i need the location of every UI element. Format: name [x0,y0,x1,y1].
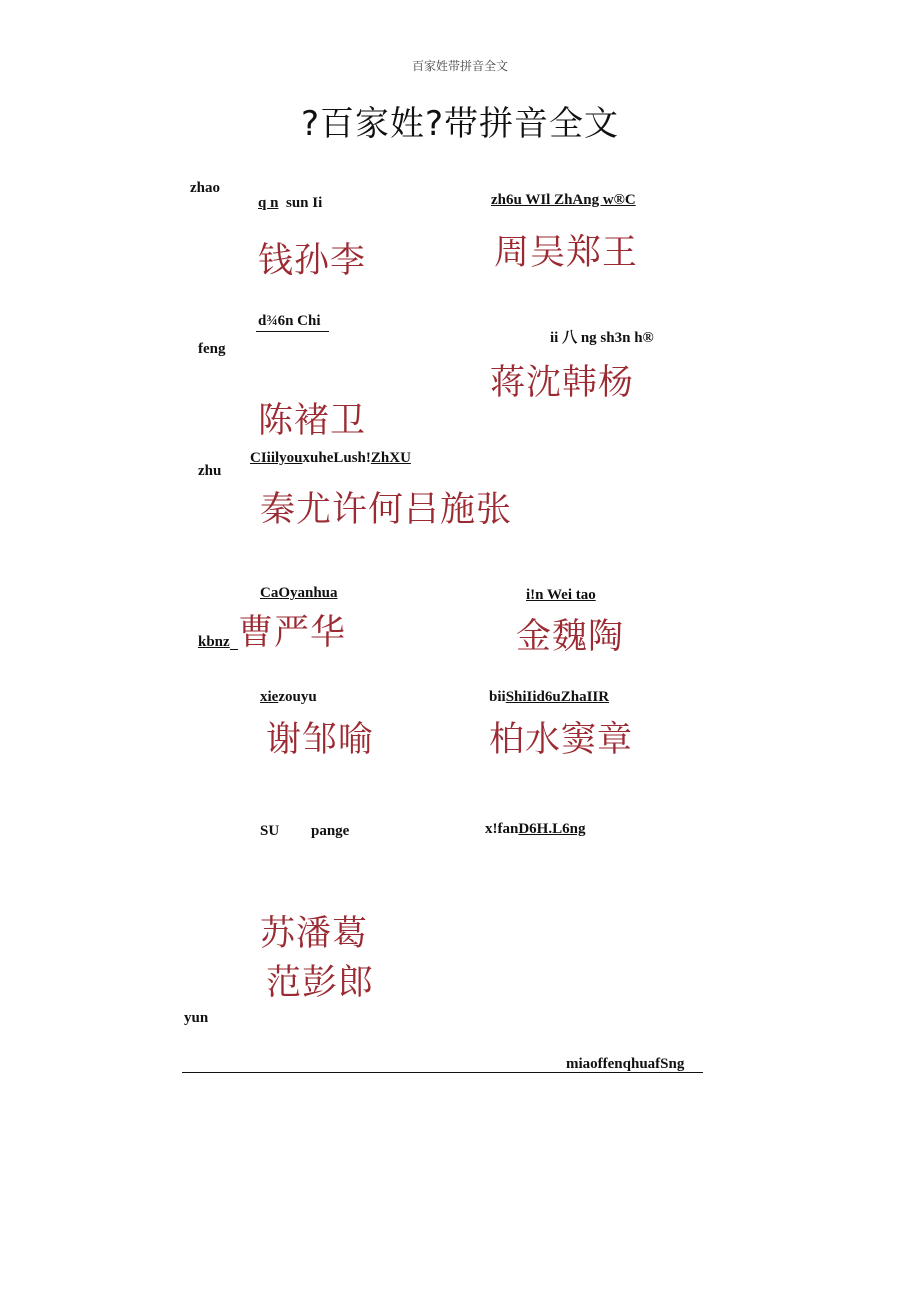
underline-rule [256,331,329,332]
hanzi-xie-zou-yu: 谢邹喻 [266,720,375,760]
horizontal-rule [182,1072,703,1073]
pinyin-cao-yan-hua: CaOyanhua [260,585,338,601]
pinyin-chen-chu: d¾6n Chi [258,313,321,329]
pinyin-zhang: ZhXU [370,450,411,466]
pinyin-sun-li: sun Ii [286,195,323,211]
hanzi-qian-sun-li: 钱孙李 [258,241,367,281]
hanzi-chen-chu-wei: 陈褚卫 [258,401,367,441]
pinyin-qin-you: CIiilyou [250,450,303,466]
pinyin-feng: feng [198,341,226,357]
pinyin-jin-wei-tao: i!n Wei tao [526,587,596,603]
pinyin-peng-lang: D6H.L6ng [518,821,586,837]
hanzi-jin-wei-tao: 金魏陶 [516,617,625,657]
pinyin-xu-he-lv-shi: xuheLush! [302,450,371,466]
hanzi-bai-shui-dou-zhang: 柏水窦章 [489,720,634,760]
underline-rule [230,649,238,650]
hanzi-zhou-wu-zheng-wang: 周吴郑王 [494,233,639,273]
pinyin-kong: kbnz [198,634,230,650]
pinyin-qian: q n [258,195,279,211]
pinyin-shui-dou-zhang: ShiIid6uZhaIIR [505,689,610,705]
pinyin-miao-feng-hua-fang: miaoffenqhuafSng [566,1056,685,1072]
pinyin-zou-yu: zouyu [278,689,317,705]
pinyin-zhao: zhao [190,180,220,196]
hanzi-su-pan-ge: 苏潘葛 [260,914,369,954]
pinyin-qin-you-xu-he-lv-shi-zhang [250,449,411,467]
hanzi-fan-peng-lang: 范彭郎 [266,963,375,1003]
pinyin-xie: xie [260,689,279,705]
page-title: ?百家姓?带拼音全文 [300,104,620,144]
hanzi-jiang-shen-han-yang: 蒋沈韩杨 [490,363,635,403]
pinyin-xie-zou-yu [260,688,317,706]
pinyin-yun: yun [184,1010,209,1026]
pinyin-bai: bii [489,689,506,705]
pinyin-xi-fan-peng-lang [485,820,585,838]
pinyin-pan-ge: pange [311,823,350,839]
running-header: 百家姓带拼音全文 [411,59,508,73]
pinyin-xi-fan: x!fan [485,821,519,837]
hanzi-cao-yan-hua: 曹严华 [238,613,347,653]
hanzi-qin-you-xu-he-lv-shi-zhang: 秦尤许何吕施张 [260,490,513,530]
pinyin-su: SU [260,823,280,839]
pinyin-zhou-wu-zheng-wang: zh6u WIl ZhAng w®C [491,192,636,208]
pinyin-zhu: zhu [198,463,222,479]
pinyin-jiang-shen-han-yang: ii 八 ng sh3n h® [550,330,654,346]
pinyin-bai-shui-dou-zhang [489,688,609,706]
